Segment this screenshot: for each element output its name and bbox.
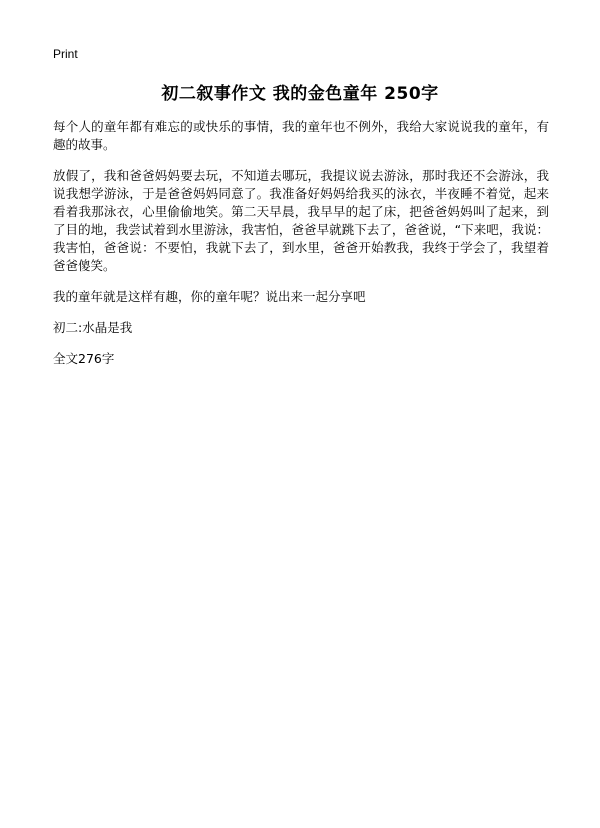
paragraph-closing: 我的童年就是这样有趣，你的童年呢？说出来一起分享吧 [53,289,366,304]
article-title: 初二叙事作文 我的金色童年 250字 [161,84,439,104]
author-line: 初二:水晶是我 [53,320,133,335]
paragraph-story: 放假了，我和爸爸妈妈要去玩，不知道去哪玩，我提议说去游泳，那时我还不会游泳，我说我想学游泳，于是爸爸妈妈同意了。我准备好妈妈给我买的泳衣，半夜睡不着觉，起来看着我那泳衣，心里偷偷地笑。第二天早晨，我早早的起了床，把爸爸妈妈叫了起来，到了目的地，我尝试着到水里游泳，我害怕，爸爸早就跳下去了，爸爸说，“下来吧，我说：我害怕，爸爸说：不要怕，我就下去了，到水里，爸爸开始教我，我终于学会了，我望着爸爸傻笑。 [53,168,549,273]
print-link[interactable]: Print [53,47,78,61]
article-body [53,118,549,381]
word-count: 全文276字 [53,351,115,366]
paragraph-intro: 每个人的童年都有难忘的或快乐的事情，我的童年也不例外，我给大家说说我的童年，有趣的故事。 [53,119,549,152]
